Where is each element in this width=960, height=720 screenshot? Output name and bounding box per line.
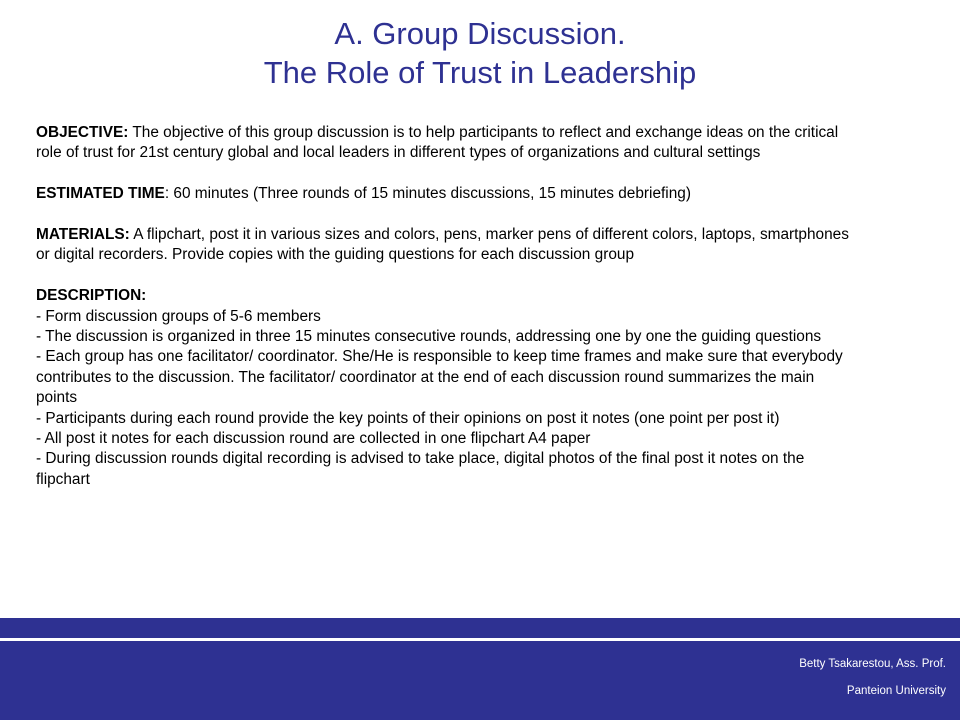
description-item: - Form discussion groups of 5-6 members [36, 307, 321, 325]
materials-label: MATERIALS: [36, 226, 130, 243]
objective-section [36, 123, 852, 164]
slide-title-line-1: A. Group Discussion. [334, 16, 626, 51]
estimated-time-text: : 60 minutes (Three rounds of 15 minutes discussions, 15 minutes debriefing) [164, 185, 691, 203]
description-section [36, 286, 852, 490]
description-item: - All post it notes for each discussion round are collected in one flipchart A4 paper [36, 430, 591, 448]
footer-institution: Panteion University [846, 685, 946, 697]
description-item: - Participants during each round provide the key points of their opinions on post it notes (one point per post it) [36, 409, 780, 427]
objective-text: The objective of this group discussion is to help participants to reflect and exchange ideas on the critical role of trust for 21st century global and local leaders in different types of organizations and cultural settings [36, 124, 839, 162]
materials-text: A flipchart, post it in various sizes and colors, pens, marker pens of different colors, laptops, smartphones or digital recorders. Provide copies with the guiding questions for each discussion group [36, 226, 849, 264]
footer-accent-band [0, 618, 960, 638]
estimated-time-section [36, 184, 852, 204]
description-item: - During discussion rounds digital recording is advised to take place, digital photos of the final post it notes on the flipchart [36, 450, 805, 488]
description-item: - Each group has one facilitator/ coordinator. She/He is responsible to keep time frames and make sure that everybody contributes to the discussion. The facilitator/ coordinator at the end of each discussion round summarizes the main points [36, 348, 843, 407]
description-item: - The discussion is organized in three 15 minutes consecutive rounds, addressing one by one the guiding questions [36, 328, 822, 346]
objective-label: OBJECTIVE: [36, 124, 129, 141]
description-label: DESCRIPTION: [36, 287, 147, 305]
slide-title [0, 14, 960, 92]
slide-body [36, 123, 852, 490]
estimated-time-label: ESTIMATED TIME [36, 185, 165, 203]
footer-band [0, 641, 960, 720]
materials-section [36, 225, 852, 266]
footer-author: Betty Tsakarestou, Ass. Prof. [799, 658, 946, 670]
slide-title-line-2: The Role of Trust in Leadership [263, 55, 697, 90]
